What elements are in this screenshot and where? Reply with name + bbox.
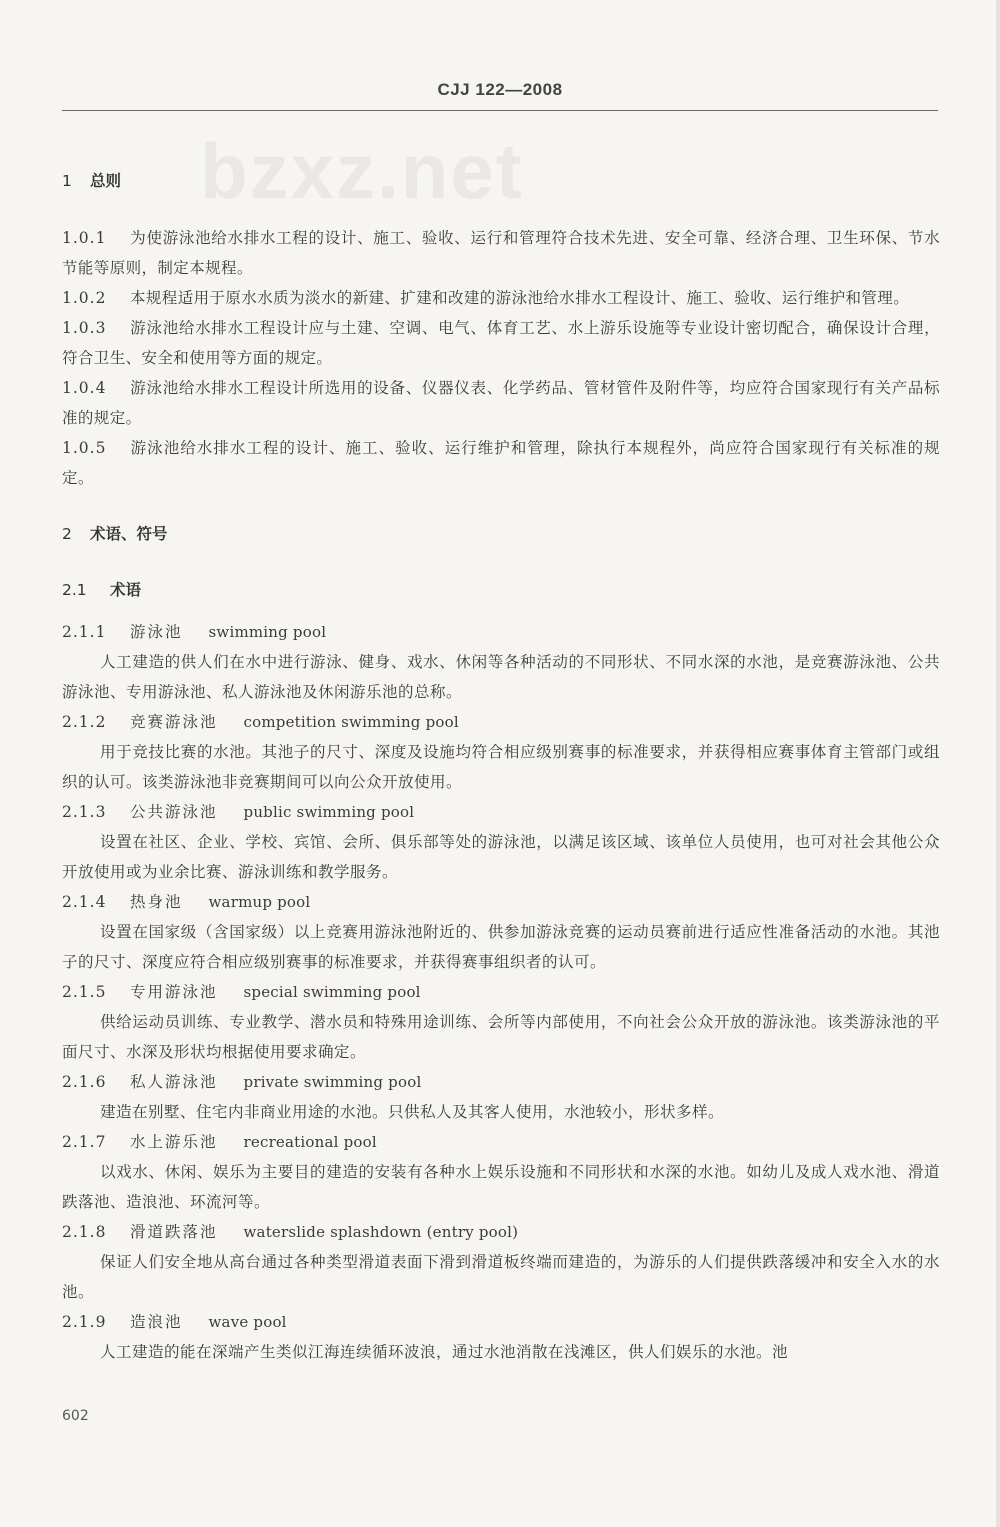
- chapter-title: 总则: [90, 172, 122, 190]
- clause-number: 1.0.2: [62, 289, 107, 307]
- clause-text: 为使游泳池给水排水工程的设计、施工、验收、运行和管理符合技术先进、安全可靠、经济合理、卫生环保、节水节能等原则，制定本规程。: [62, 229, 940, 277]
- section-2-1-heading: [62, 577, 940, 603]
- term-heading: [62, 707, 940, 737]
- term-english: wave pool: [208, 1313, 287, 1331]
- term-number: 2.1.4: [62, 893, 107, 911]
- term-chinese: 专用游泳池: [130, 983, 218, 1001]
- term-english: swimming pool: [208, 623, 327, 641]
- term-number: 2.1.5: [62, 983, 107, 1001]
- terms-list: [62, 617, 940, 1367]
- term-english: public swimming pool: [243, 803, 415, 821]
- term-heading: [62, 887, 940, 917]
- term-english: warmup pool: [208, 893, 311, 911]
- term-definition: 设置在社区、企业、学校、宾馆、会所、俱乐部等处的游泳池，以满足该区域、该单位人员使用，也可对社会其他公众开放使用或为业余比赛、游泳训练和教学服务。: [62, 833, 940, 881]
- term-english: competition swimming pool: [243, 713, 459, 731]
- section-number: 2.1: [62, 581, 87, 599]
- term-heading: [62, 1307, 940, 1337]
- term-definition: 人工建造的供人们在水中进行游泳、健身、戏水、休闲等各种活动的不同形状、不同水深的水池，是竞赛游泳池、公共游泳池、专用游泳池、私人游泳池及休闲游乐池的总称。: [62, 653, 940, 701]
- term-heading: [62, 617, 940, 647]
- term-chinese: 造浪池: [130, 1313, 183, 1331]
- clause: [62, 283, 940, 313]
- clause-number: 1.0.1: [62, 229, 107, 247]
- term-number: 2.1.2: [62, 713, 107, 731]
- clause: [62, 373, 940, 433]
- clause-text: 游泳池给水排水工程的设计、施工、验收、运行维护和管理，除执行本规程外，尚应符合国家现行有关标准的规定。: [62, 439, 940, 487]
- clause-number: 1.0.3: [62, 319, 107, 337]
- term-heading: [62, 1217, 940, 1247]
- term-definition: 设置在国家级（含国家级）以上竞赛用游泳池附近的、供参加游泳竞赛的运动员赛前进行适应性准备活动的水池。其池子的尺寸、深度应符合相应级别赛事的标准要求，并获得赛事组织者的认可。: [62, 923, 940, 971]
- page-body: [62, 168, 940, 1367]
- clause-text: 游泳池给水排水工程设计所选用的设备、仪器仪表、化学药品、管材管件及附件等，均应符合国家现行有关产品标准的规定。: [62, 379, 940, 427]
- clause-number: 1.0.4: [62, 379, 107, 397]
- watermark: bzxz.net: [200, 127, 524, 215]
- chapter-number: 2: [62, 525, 72, 543]
- clause-text: 游泳池给水排水工程设计应与土建、空调、电气、体育工艺、水上游乐设施等专业设计密切配合，确保设计合理，符合卫生、安全和使用等方面的规定。: [62, 319, 940, 367]
- clause-number: 1.0.5: [62, 439, 107, 457]
- clause: [62, 223, 940, 283]
- term-number: 2.1.3: [62, 803, 107, 821]
- term-definition: 建造在别墅、住宅内非商业用途的水池。只供私人及其客人使用，水池较小，形状多样。: [100, 1103, 725, 1121]
- clause: [62, 313, 940, 373]
- chapter-2-heading: [62, 521, 940, 547]
- term-heading: [62, 977, 940, 1007]
- clause-text: 本规程适用于原水水质为淡水的新建、扩建和改建的游泳池给水排水工程设计、施工、验收、运行维护和管理。: [130, 289, 910, 307]
- page-edge: [996, 0, 1000, 1527]
- term-english: waterslide splashdown (entry pool): [243, 1223, 519, 1241]
- term-number: 2.1.8: [62, 1223, 107, 1241]
- term-chinese: 公共游泳池: [130, 803, 218, 821]
- term-english: special swimming pool: [243, 983, 421, 1001]
- term-chinese: 水上游乐池: [130, 1133, 218, 1151]
- chapter-number: 1: [62, 172, 72, 190]
- term-definition: 保证人们安全地从高台通过各种类型滑道表面下滑到滑道板终端而建造的，为游乐的人们提供跌落缓冲和安全入水的水池。: [62, 1253, 940, 1301]
- term-chinese: 滑道跌落池: [130, 1223, 218, 1241]
- page-number: 602: [62, 1408, 89, 1424]
- term-definition: 以戏水、休闲、娱乐为主要目的建造的安装有各种水上娱乐设施和不同形状和水深的水池。如幼儿及成人戏水池、滑道跌落池、造浪池、环流河等。: [62, 1163, 940, 1211]
- chapter-1-clauses: [62, 223, 940, 493]
- running-header: CJJ 122—2008: [437, 80, 563, 99]
- term-definition: 人工建造的能在深端产生类似江海连续循环波浪，通过水池消散在浅滩区，供人们娱乐的水池。池: [100, 1343, 789, 1361]
- term-number: 2.1.1: [62, 623, 107, 641]
- term-chinese: 竞赛游泳池: [130, 713, 218, 731]
- term-number: 2.1.7: [62, 1133, 107, 1151]
- header-rule: [62, 110, 938, 111]
- term-heading: [62, 1127, 940, 1157]
- term-chinese: 私人游泳池: [130, 1073, 218, 1091]
- clause: [62, 433, 940, 493]
- term-english: recreational pool: [243, 1133, 377, 1151]
- term-number: 2.1.9: [62, 1313, 107, 1331]
- term-definition: 用于竞技比赛的水池。其池子的尺寸、深度及设施均符合相应级别赛事的标准要求，并获得相应赛事体育主管部门或组织的认可。该类游泳池非竞赛期间可以向公众开放使用。: [62, 743, 940, 791]
- term-chinese: 热身池: [130, 893, 183, 911]
- term-definition: 供给运动员训练、专业教学、潜水员和特殊用途训练、会所等内部使用，不向社会公众开放的游泳池。该类游泳池的平面尺寸、水深及形状均根据使用要求确定。: [62, 1013, 940, 1061]
- term-number: 2.1.6: [62, 1073, 107, 1091]
- term-chinese: 游泳池: [130, 623, 183, 641]
- section-title: 术语: [110, 581, 142, 599]
- term-english: private swimming pool: [243, 1073, 422, 1091]
- chapter-1-heading: [62, 168, 940, 194]
- term-heading: [62, 1067, 940, 1097]
- chapter-title: 术语、符号: [90, 525, 168, 543]
- term-heading: [62, 797, 940, 827]
